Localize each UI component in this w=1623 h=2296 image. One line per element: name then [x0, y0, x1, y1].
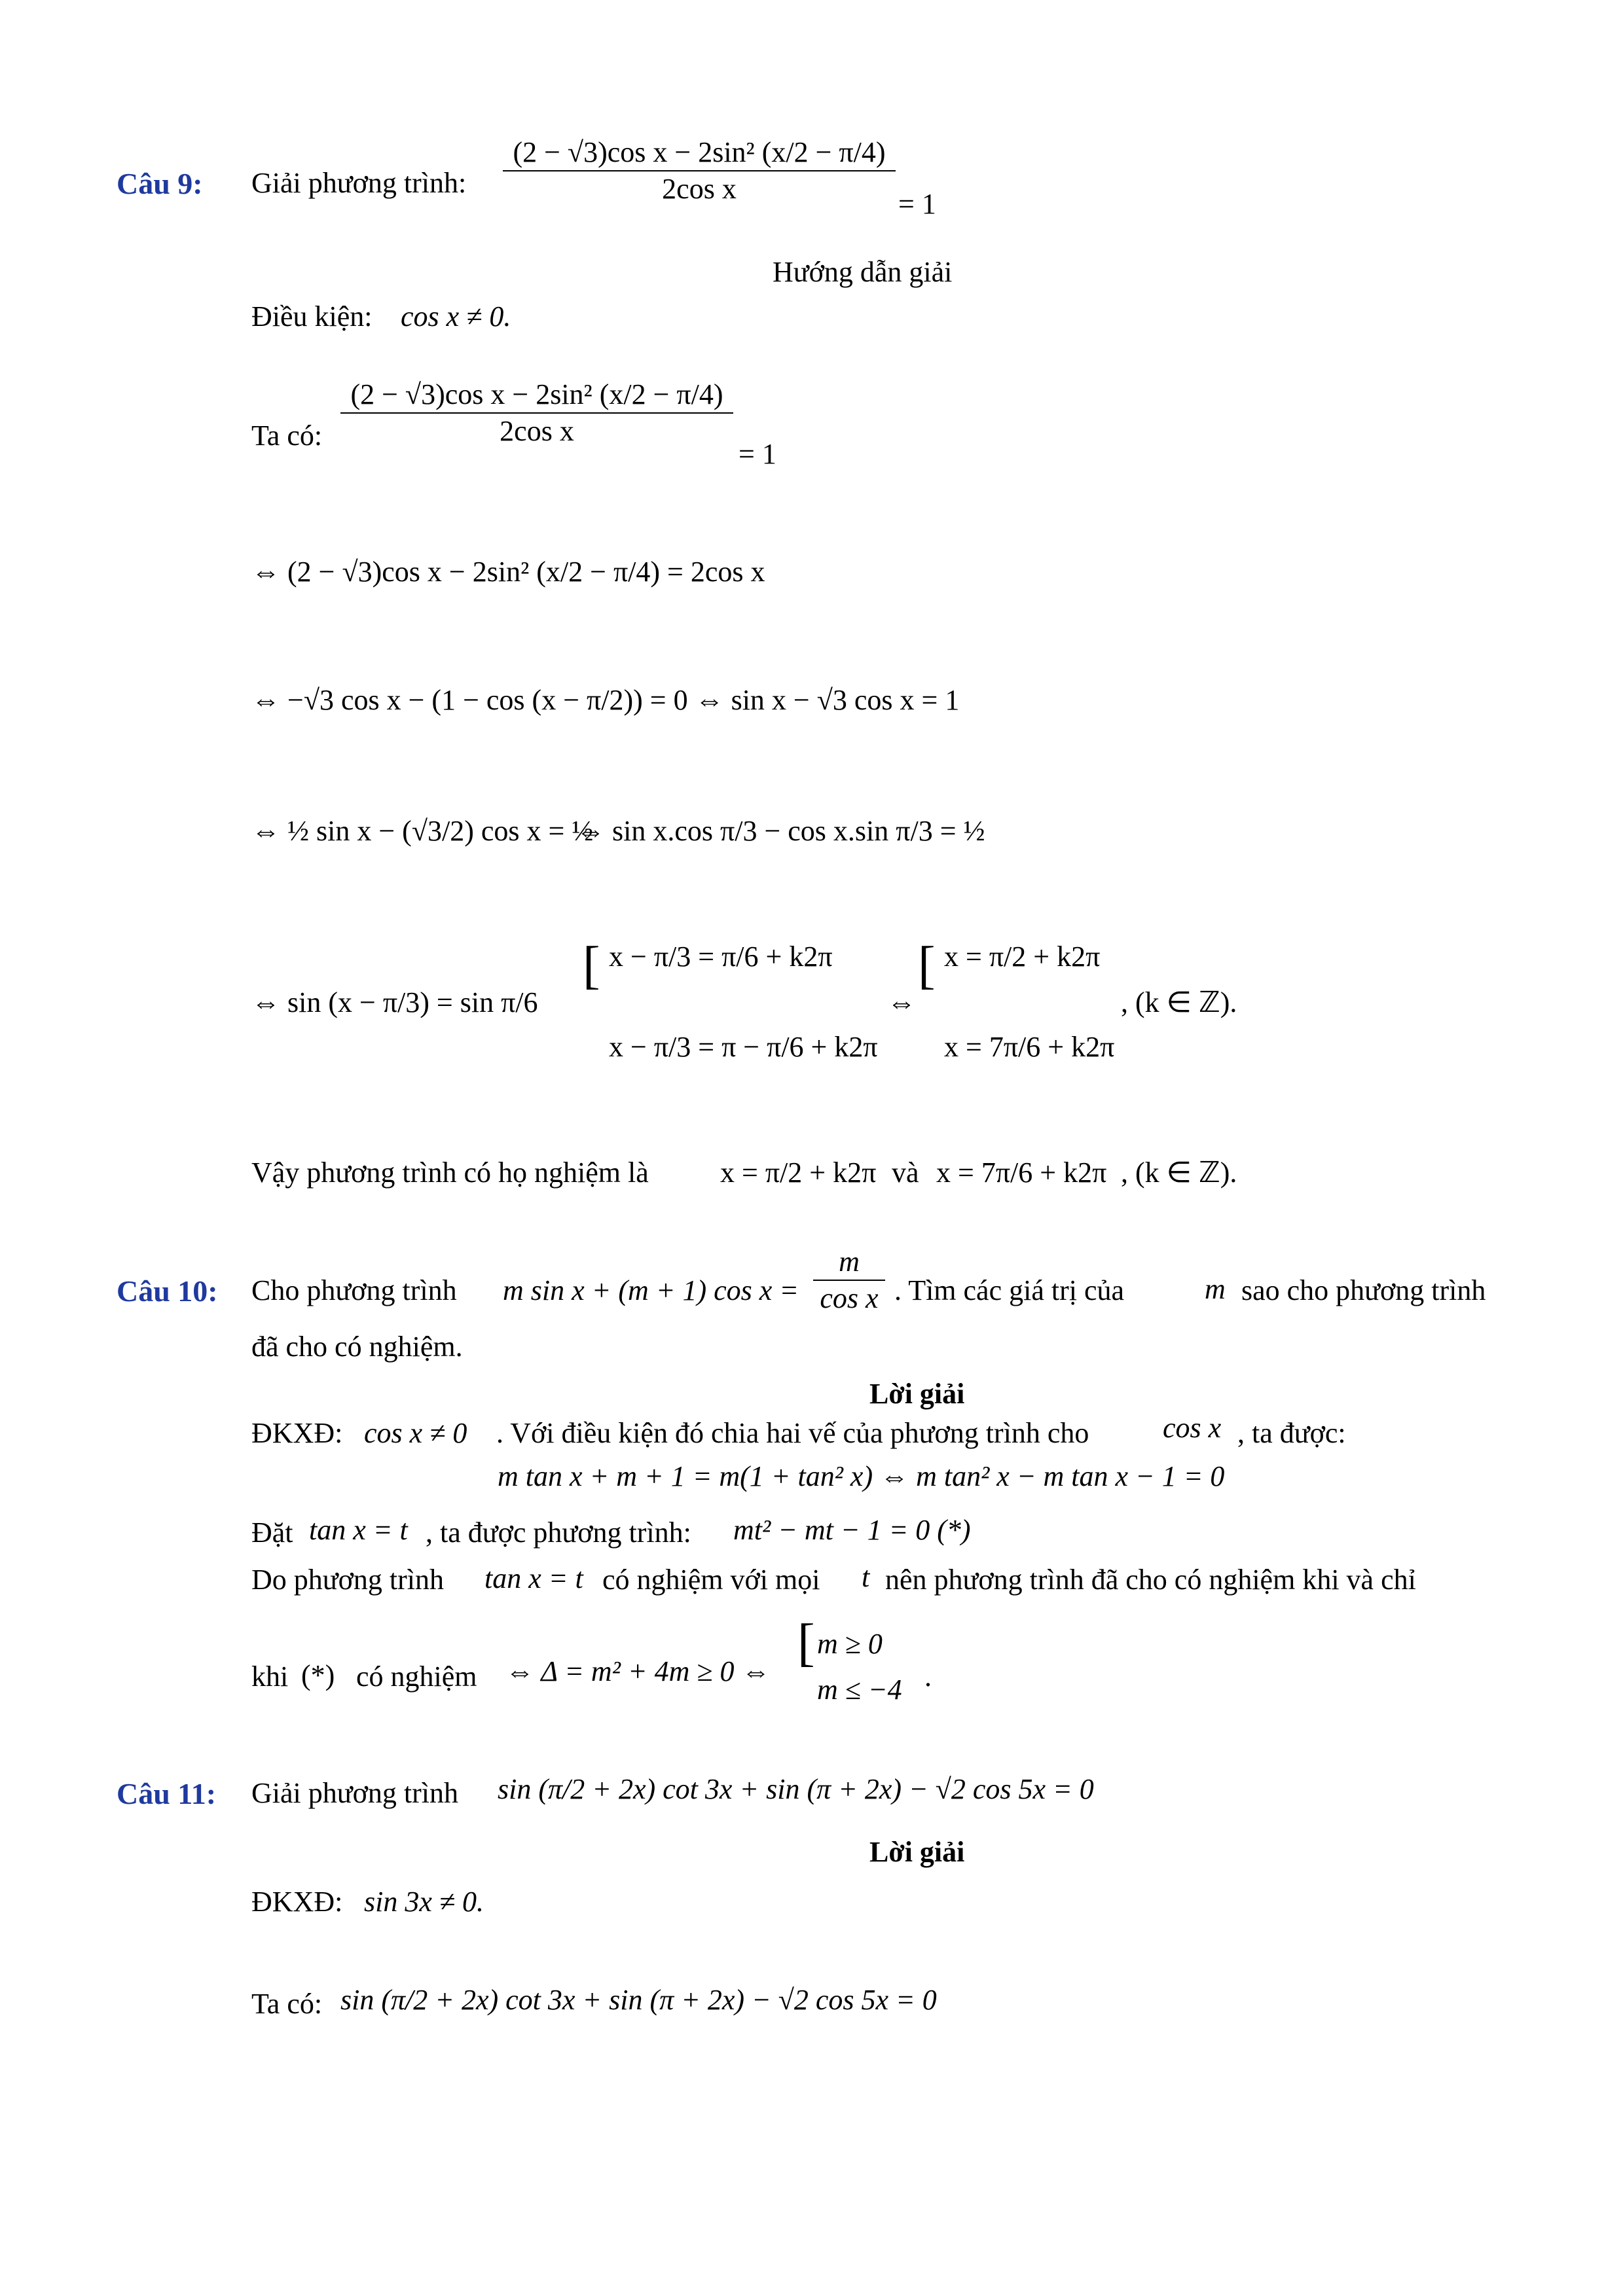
question-11-label: Câu 11: [117, 1777, 217, 1810]
system-line-1: m ≥ 0 [817, 1628, 883, 1660]
khi-star: (*) [301, 1659, 335, 1691]
conclusion-solution-2: x = 7π/6 + k2π [936, 1157, 1107, 1189]
frac-numerator: m [839, 1246, 860, 1278]
dat-label: Đặt [251, 1516, 293, 1549]
equation-denominator: 2cos x [662, 173, 737, 206]
khi-end: . [924, 1660, 932, 1693]
question-11-dkxd-label: ĐKXĐ: [251, 1886, 343, 1918]
do-t: t [862, 1561, 870, 1593]
question-10-heading: Lời giải [869, 1378, 965, 1410]
question-10-label: Câu 10: [117, 1274, 218, 1308]
question-11-dkxd-expression: sin 3x ≠ 0. [364, 1886, 484, 1918]
question-9-label: Câu 9: [117, 167, 203, 200]
khi-text-2: có nghiệm [356, 1660, 477, 1693]
system-line-2: m ≤ −4 [817, 1674, 902, 1706]
step-4d: , (k ∈ ℤ). [1121, 986, 1237, 1018]
question-11-taco-equation: sin (π/2 + 2x) cot 3x + sin (π + 2x) − √2 cos 5x = 0 [340, 1984, 937, 2016]
system-bracket-1: [ [583, 937, 600, 994]
question-10-prompt4: đã cho có nghiệm. [251, 1331, 463, 1363]
khi-text: khi [251, 1660, 289, 1693]
question-10-prompt3: sao cho phương trình [1241, 1274, 1486, 1306]
question-9-prompt: Giải phương trình: [251, 167, 467, 199]
question-11-prompt: Giải phương trình [251, 1777, 458, 1809]
conclusion-solution-1: x = π/2 + k2π [720, 1157, 877, 1189]
step-2: ⇔ −√3 cos x − (1 − cos (x − π/2)) = 0 ⇔ sin x − √3 cos x = 1 [251, 684, 960, 716]
question-11-taco: Ta có: [251, 1988, 323, 2020]
dkxd-label: ĐKXĐ: [251, 1417, 343, 1449]
step-1: ⇔ (2 − √3)cos x − 2sin² (x/2 − π/4) = 2cos x [251, 556, 765, 588]
taco-denominator: 2cos x [500, 415, 574, 448]
do-expression: tan x = t [484, 1562, 583, 1594]
conclusion-text: Vậy phương trình có họ nghiệm là [251, 1157, 649, 1189]
step-4a: ⇔ sin (x − π/3) = sin π/6 [251, 986, 538, 1018]
taco-numerator: (2 − √3)cos x − 2sin² (x/2 − π/4) [350, 378, 723, 410]
equiv-sign: ⇔ [887, 986, 916, 1018]
frac-denominator: cos x [820, 1282, 879, 1315]
khi-equation: ⇔ Δ = m² + 4m ≥ 0 ⇔ [505, 1655, 771, 1687]
dat-expression: tan x = t [309, 1514, 408, 1546]
conclusion-end: , (k ∈ ℤ). [1121, 1157, 1237, 1189]
dkxd-cos: cos x [1163, 1412, 1222, 1444]
step-4b2: x − π/3 = π − π/6 + k2π [609, 1031, 878, 1063]
equation-rhs: = 1 [898, 188, 936, 220]
question-11-equation: sin (π/2 + 2x) cot 3x + sin (π + 2x) − √2 cos 5x = 0 [498, 1773, 1094, 1805]
question-10-eq-frac [813, 1247, 885, 1314]
dkxd-text: . Với điều kiện đó chia hai vế của phương trình cho [496, 1417, 1089, 1449]
dkxd-expression: cos x ≠ 0 [364, 1417, 467, 1449]
condition-label: Điều kiện: [251, 300, 373, 332]
taco-rhs: = 1 [739, 438, 776, 470]
do-text-2: có nghiệm với mọi [602, 1564, 820, 1596]
step-4c1: x = π/2 + k2π [944, 941, 1101, 973]
question-10-eq-lhs: m sin x + (m + 1) cos x = [503, 1274, 799, 1306]
do-text-1: Do phương trình [251, 1564, 444, 1596]
do-text-3: nên phương trình đã cho có nghiệm khi và chỉ [885, 1564, 1416, 1596]
dat-equation: mt² − mt − 1 = 0 (*) [733, 1514, 971, 1546]
question-9-equation [503, 137, 896, 204]
question-10-prompt2: . Tìm các giá trị của [894, 1274, 1125, 1306]
equation-numerator: (2 − √3)cos x − 2sin² (x/2 − π/4) [513, 136, 886, 168]
question-11-heading: Lời giải [869, 1836, 965, 1868]
question-10-m: m [1205, 1273, 1226, 1305]
dkxd-text2: , ta được: [1237, 1417, 1346, 1449]
condition-expression: cos x ≠ 0. [401, 300, 511, 332]
step-4c2: x = 7π/6 + k2π [944, 1031, 1115, 1063]
system-bracket-2: [ [918, 937, 936, 994]
solution-heading: Hướng dẫn giải [773, 256, 953, 288]
conclusion-and: và [892, 1157, 919, 1189]
system-bracket-3: [ [797, 1614, 815, 1672]
equation-line-2: m tan x + m + 1 = m(1 + tan² x) ⇔ m tan² x − m tan x − 1 = 0 [498, 1460, 1225, 1492]
dat-text: , ta được phương trình: [426, 1516, 691, 1549]
taco-label: Ta có: [251, 420, 323, 452]
step-3b: ⇔ sin x.cos π/3 − cos x.sin π/3 = ½ [576, 815, 985, 847]
step-4b1: x − π/3 = π/6 + k2π [609, 941, 833, 973]
question-10-prompt: Cho phương trình [251, 1274, 457, 1306]
taco-equation [340, 380, 733, 446]
step-3a: ⇔ ½ sin x − (√3/2) cos x = ½ [251, 815, 594, 847]
